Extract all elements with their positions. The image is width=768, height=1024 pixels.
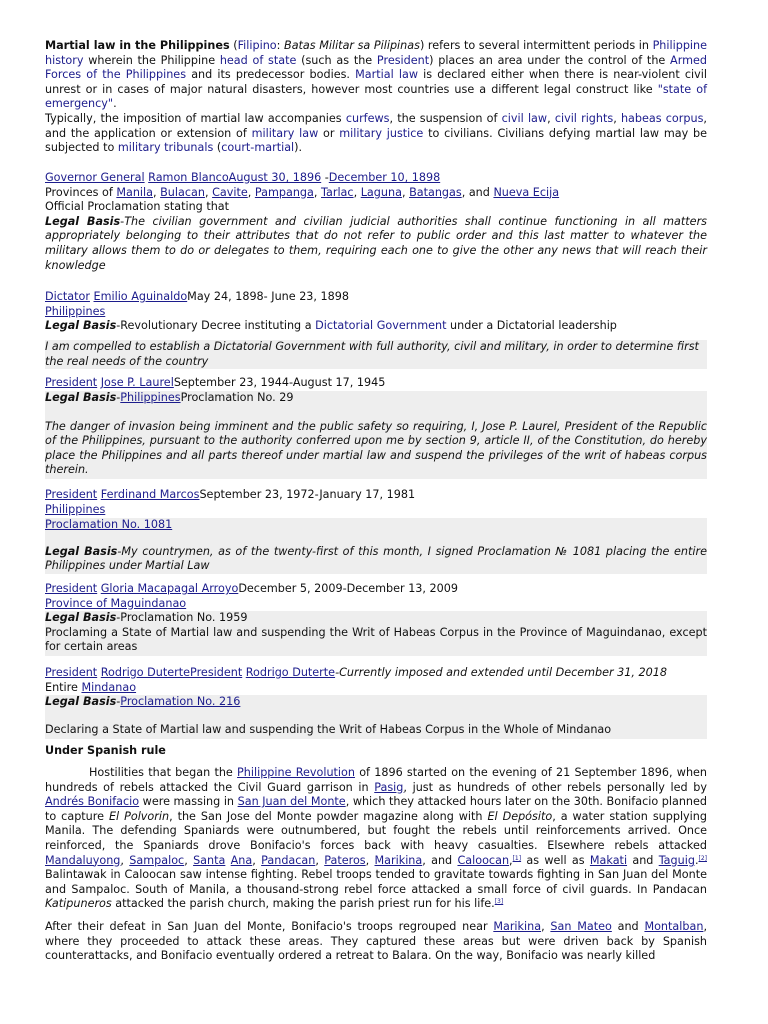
link-court-martial[interactable]: court-martial: [221, 141, 295, 155]
text: by: [693, 780, 708, 794]
link-jose-p-laurel[interactable]: Jose P. Laurel: [100, 376, 174, 389]
text: as: [571, 853, 590, 867]
link-philippine-revolution[interactable]: Philippine Revolution: [237, 766, 355, 779]
text: -: [116, 391, 121, 404]
proclamation-description: Proclaming a State of Martial law and suspending the Writ of Habeas Corpus in the Province of Maguindanao, except for certain areas: [45, 625, 707, 654]
link-military-law[interactable]: military law: [251, 126, 319, 140]
legal-basis-label: Legal Basis: [45, 214, 121, 228]
quote-box-laurel: [45, 391, 707, 479]
text: or: [318, 126, 340, 140]
text: , the suspension of: [389, 112, 502, 125]
text: under a Dictatorial leadership: [446, 319, 617, 333]
link-laguna[interactable]: Laguna: [360, 185, 402, 199]
legal-basis-label: Legal Basis: [45, 319, 117, 333]
proclamation-number: -Proclamation No. 1959: [116, 611, 248, 624]
text: .: [113, 97, 117, 111]
text: and: [431, 853, 453, 867]
dates: May 24, 1898- June 23, 1898: [187, 290, 350, 303]
dates: September 23, 1944-August 17, 1945: [173, 376, 386, 389]
text: , and the application or extension of: [45, 112, 707, 140]
quote-box-duterte: [45, 695, 707, 739]
text: , a water station: [552, 809, 648, 823]
text: ,: [153, 185, 161, 199]
link-governor-general[interactable]: Governor General: [45, 171, 145, 184]
link-taguig[interactable]: Taguig: [658, 853, 695, 867]
link-date-end[interactable]: December 10, 1898: [328, 171, 441, 184]
link-marikina[interactable]: Marikina: [374, 853, 423, 867]
text: ,: [401, 185, 410, 199]
legal-basis-label: Legal Basis: [45, 695, 117, 708]
link-date-start[interactable]: August 30, 1896: [228, 171, 322, 184]
link-pasig[interactable]: Pasig: [374, 780, 404, 794]
text: were massing in: [139, 795, 238, 809]
link-mindanao[interactable]: Mindanao: [81, 680, 137, 694]
ref-3[interactable]: [3]: [494, 898, 504, 906]
link-president[interactable]: President: [45, 582, 98, 595]
link-proclamation-216[interactable]: Proclamation No. 216: [120, 695, 241, 708]
text: and: [627, 853, 659, 867]
text: supplying Manila. The defending Spaniards were outnumbered, but fought the rebels until reinforcements arrived.: [45, 809, 707, 838]
link-tarlac[interactable]: Tarlac: [321, 185, 354, 199]
link-dictatorial-government[interactable]: Dictatorial Government: [315, 319, 447, 333]
text: planned to capture: [45, 795, 707, 823]
link-curfews[interactable]: curfews: [345, 112, 390, 125]
link-military-tribunals[interactable]: military tribunals: [117, 141, 214, 155]
entry-aguinaldo: [45, 290, 707, 334]
link-caloocan[interactable]: Caloocan: [457, 853, 510, 867]
text: and: [611, 920, 645, 933]
text: -Revolutionary Decree instituting a: [116, 319, 316, 333]
proclamation-description: Declaring a State of Martial law and suspending the Writ of Habeas Corpus in the Whole of Mindanao: [45, 722, 612, 736]
link-makati[interactable]: Makati: [589, 853, 628, 867]
intro-paragraph-2: [45, 112, 707, 156]
link-mandaluyong[interactable]: Mandaluyong: [45, 853, 121, 867]
link-pateros[interactable]: Pateros: [324, 853, 366, 867]
link-marikina-2[interactable]: Marikina: [493, 920, 542, 933]
link-dictator[interactable]: Dictator: [45, 290, 90, 303]
link-filipino[interactable]: Filipino: [237, 39, 277, 52]
text: ) places an area under the control of the: [429, 53, 671, 67]
text: ,: [353, 185, 361, 199]
link-president[interactable]: President: [45, 376, 98, 389]
text: and its predecessor bodies.: [186, 68, 356, 82]
dates: September 23, 1972-January 17, 1981: [199, 488, 416, 501]
link-manila[interactable]: Manila: [116, 185, 153, 199]
spanish-paragraph-1: Hostilities that began the Philippine Revolution of 1896 started on the evening of 21 September 1896, when hundreds of rebels attacked the Civil Guard garrison in Pasig, just as hundreds of other rebels personally led by Andrés Bonifacio were massing in San Juan del Monte, which they attacked hours later on the 30th. Bonifacio planned to capture El Polvorin, the San Jose del Monte powder magazine along with El Depósito, a water station supplying Manila. The defending Spaniards were outnumbered, but fought the rebels until reinforcements arrived. Once reinforced, the Spaniards drove Bonifacio's forces back with heavy casualties. Elsewhere rebels attacked Mandaluyong, Sampaloc, Santa Ana, Pandacan, Pateros, Marikina, and Caloocan,[1] as well as Makati and Taguig.[2] Balintawak in Caloocan saw intense fighting. Rebel troops tended to gravitate towards fighting in San Juan del Monte and Sampaloc. South of Manila, a thousand-strong rebel force attacked a small force of civil guards. In Pandacan Katipuneros attacked the parish church, making the parish priest run for his life.[3]: [45, 766, 708, 911]
ref-1[interactable]: [1]: [512, 854, 522, 862]
text: well: [544, 853, 567, 867]
entry-marcos: [45, 488, 707, 517]
text: , and: [461, 185, 494, 199]
text: -: [120, 214, 125, 228]
text: is declared either when there is near-violent civil unrest or in cases of major natural disasters, however most countries use a different legal construct like: [45, 68, 707, 96]
text: ,: [703, 920, 707, 933]
link-santa-ana[interactable]: Santa: [193, 853, 226, 867]
link-state-of-emergency[interactable]: "state of emergency": [45, 82, 708, 111]
link-nueva-ecija[interactable]: Nueva Ecija: [493, 185, 560, 199]
text: , just as hundreds of other rebels personally led: [403, 780, 688, 794]
text: fighting in San Juan del Monte and Sampaloc. South of Manila, a thousand-strong rebel force attacked a small force of: [45, 868, 707, 896]
text: , which they attacked hours later on the 30th. Bonifacio: [345, 795, 659, 809]
text: of 1896 started on the evening of 21 September 1896, when: [354, 766, 708, 779]
text: (: [229, 39, 238, 52]
text: Hostilities that began the: [89, 766, 238, 779]
link-philippines[interactable]: Philippines: [45, 502, 106, 516]
text: Once reinforced, the Spaniards drove Bonifacio's forces back with heavy casualties. Elsewhere rebels: [45, 824, 707, 852]
text: ,: [313, 185, 322, 199]
link-president[interactable]: President: [45, 488, 98, 501]
heading-text: Under Spanish rule: [45, 744, 166, 757]
entry-arroyo: [45, 582, 707, 611]
text: counterattacks, and Bonifacio eventually ordered a retreat to Balara. On the way, Bonifacio was nearly killed: [45, 949, 656, 963]
legal-basis-label: Legal Basis: [45, 391, 117, 404]
quote-box-aguinaldo: [45, 340, 707, 369]
link-philippines[interactable]: Philippines: [45, 304, 106, 318]
italic-term: El Polvorin: [108, 809, 170, 823]
entry-duterte: [45, 666, 707, 695]
legal-basis-quote: The civilian government and civilian judicial authorities shall continue functioning in all matters appropriately belonging to their attributes that do not refer to public order and this last matter to whatever the military allows them to do or delegates to them, requiring each one to give the other any news that will reach their knowledge: [45, 214, 707, 272]
link-president[interactable]: President: [45, 666, 98, 679]
entry-blanco: [45, 171, 707, 273]
spanish-paragraph-2: After their defeat in San Juan del Monte, Bonifacio's troops regrouped near Marikina, San Mateo and Montalban, where they proceeded to attack these areas. They captured these areas but were driven back by Spanish counterattacks, and Bonifacio eventually ordered a retreat to Balara. On the way, Bonifacio was nearly killed: [45, 920, 707, 963]
dates: December 5, 2009-December 13, 2009: [238, 582, 459, 595]
status-text: -Currently imposed and extended until December 31, 2018: [335, 666, 668, 679]
link-montalban[interactable]: Montalban: [644, 920, 704, 933]
link-batangas[interactable]: Batangas: [409, 185, 462, 199]
text: attacked: [658, 838, 707, 852]
text: -: [116, 695, 121, 708]
italic-term: El Depósito: [487, 809, 553, 823]
text: to civilians. Civilians defying martial law may be subjected to: [45, 126, 707, 155]
section-heading: [45, 744, 707, 759]
text: After their defeat in San Juan del Monte, Bonifacio's troops regrouped near: [45, 920, 494, 933]
text: (such as the: [296, 53, 377, 67]
link-head-of-state[interactable]: head of state: [219, 53, 297, 67]
link-andres-bonifacio[interactable]: Andrés Bonifacio: [45, 795, 140, 809]
intro-paragraph: [45, 39, 707, 112]
quote-box-arroyo: [45, 611, 707, 656]
text: ,: [547, 112, 555, 125]
text: as: [526, 853, 540, 867]
text: Typically, the imposition of martial law accompanies: [45, 112, 346, 125]
link-san-mateo[interactable]: San Mateo: [550, 920, 612, 933]
italic-term: Batas Militar sa Pilipinas: [284, 39, 420, 52]
link-rodrigo-duterte-2[interactable]: Rodrigo Duterte: [245, 666, 336, 679]
text: ).: [294, 141, 303, 155]
legal-basis-label: Legal Basis: [45, 544, 118, 558]
text: ,: [613, 112, 621, 125]
link-pandacan[interactable]: Pandacan: [261, 853, 316, 867]
text: Provinces of: [45, 185, 117, 199]
link-ferdinand-marcos[interactable]: Ferdinand Marcos: [100, 488, 200, 501]
entry-laurel: [45, 376, 707, 391]
quote-box-marcos: [45, 518, 707, 574]
link-civil-rights[interactable]: civil rights: [554, 112, 614, 125]
link-emilio-aguinaldo[interactable]: Emilio Aguinaldo: [93, 290, 188, 303]
text: (: [213, 141, 222, 155]
text: , the San Jose del Monte powder magazine along with: [169, 809, 488, 823]
text: where they proceeded to attack these areas. They captured these areas but were driven back by Spanish: [45, 934, 707, 948]
link-philippines[interactable]: Philippines: [120, 391, 181, 404]
text: ) refers to several intermittent periods in: [419, 39, 653, 52]
link-philippine-history[interactable]: Philippine history: [45, 39, 708, 67]
link-president[interactable]: President: [376, 53, 430, 67]
link-pampanga[interactable]: Pampanga: [254, 185, 314, 199]
legal-basis-quote: I am compelled to establish a Dictatorial Government with full authority, civil and military, in order to determine first the real needs of the country: [45, 340, 699, 368]
link-president-2[interactable]: President: [190, 666, 243, 679]
text: attacked the parish church, making the parish priest run for his life.: [111, 897, 495, 911]
legal-basis-quote: The danger of invasion being imminent and the public safety so requiring, I, Jose P. Laurel, President of the Republic of the Philippines, pursuant to the authority conferred upon me by section 9, article II, of the Constitution, do hereby place the Philippines and all parts thereof under martial law and suspend the privileges of the writ of habeas corpus therein.: [45, 419, 707, 477]
text: :: [276, 39, 285, 52]
link-sampaloc[interactable]: Sampaloc: [129, 853, 185, 867]
intro-lead: Martial law in the Philippines: [45, 39, 230, 52]
link-military-justice[interactable]: military justice: [339, 126, 424, 140]
link-cavite[interactable]: Cavite: [212, 185, 248, 199]
text: civil guards. In Pandacan: [562, 882, 707, 896]
link-maguindanao[interactable]: Province of Maguindanao: [45, 596, 187, 610]
text: ,: [204, 185, 213, 199]
link-gloria-macapagal-arroyo[interactable]: Gloria Macapagal Arroyo: [100, 582, 239, 595]
proclamation-number: Proclamation No. 29: [180, 391, 294, 404]
link-san-juan-del-monte[interactable]: San Juan del Monte: [237, 795, 346, 809]
legal-basis-label: Legal Basis: [45, 611, 117, 624]
link-bulacan[interactable]: Bulacan: [160, 185, 205, 199]
text: wherein the Philippine: [83, 53, 220, 67]
link-proclamation-1081[interactable]: Proclamation No. 1081: [45, 518, 173, 531]
link-civil-law[interactable]: civil law: [501, 112, 548, 125]
text: ,: [247, 185, 255, 199]
text: -: [321, 171, 329, 184]
link-armed-forces[interactable]: Armed Forces of the Philippines: [45, 53, 707, 82]
text: hundreds of rebels attacked the Civil Guard garrison in: [45, 780, 375, 794]
link-santa-ana-2[interactable]: Ana: [230, 853, 253, 867]
link-rodrigo-duterte[interactable]: Rodrigo Duterte: [100, 666, 191, 679]
link-habeas-corpus[interactable]: habeas corpus: [620, 112, 704, 125]
text: Entire: [45, 680, 82, 694]
link-martial-law[interactable]: Martial law: [355, 68, 418, 82]
italic-term: Katipuneros: [45, 897, 112, 911]
legal-basis-quote: -My countrymen, as of the twenty-first of this month, I signed Proclamation № 1081 placing the entire Philippines under Martial Law: [45, 544, 707, 573]
official-proclamation: Official Proclamation stating that: [45, 200, 230, 214]
text: Balintawak in Caloocan saw intense fighting. Rebel troops tended to gravitate towards: [45, 868, 534, 882]
link-ramon-blanco[interactable]: Ramon Blanco: [148, 171, 229, 184]
ref-2[interactable]: [2]: [698, 854, 707, 862]
